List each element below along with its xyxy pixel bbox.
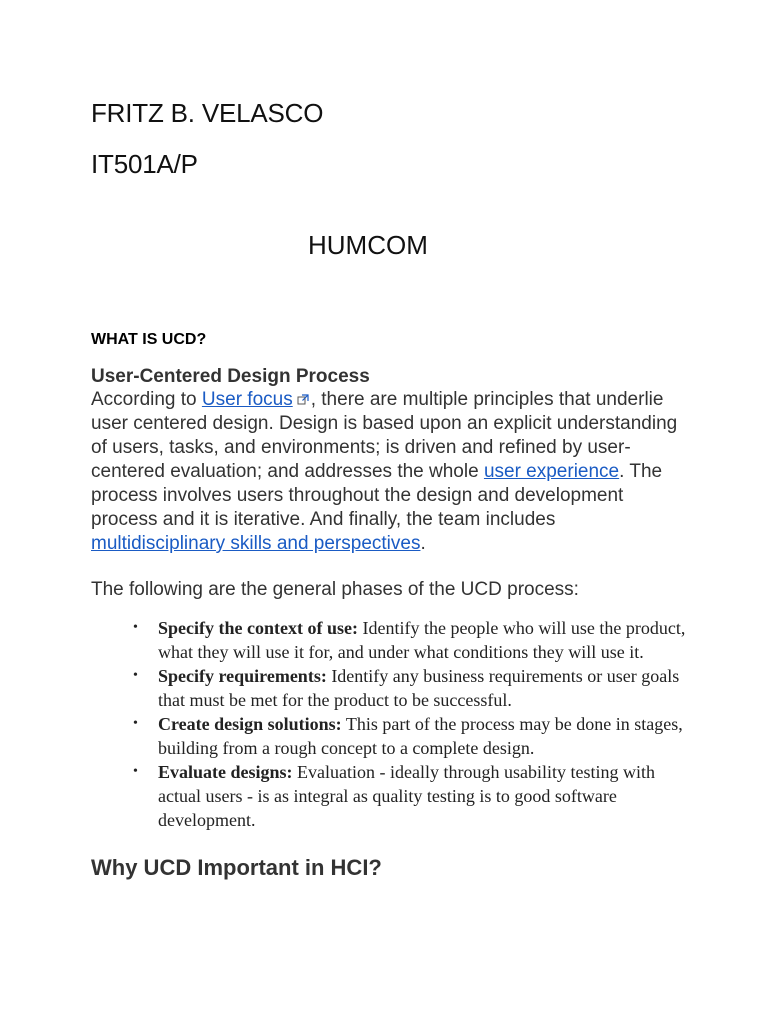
- phase-description: Identify any business requirements or user goals that must be met for the product to be successful.: [158, 666, 680, 710]
- phase-term: Specify the context of use:: [158, 618, 358, 638]
- list-item: [130, 712, 690, 760]
- external-link-icon[interactable]: [297, 389, 309, 401]
- intro-text-4: .: [420, 533, 426, 554]
- course-code: IT501A/P: [91, 149, 198, 179]
- user-focus-link[interactable]: User focus: [201, 389, 293, 410]
- document-title: HUMCOM: [308, 230, 428, 260]
- list-item: [130, 664, 690, 712]
- bullet: •: [133, 716, 138, 731]
- multidisciplinary-link[interactable]: multidisciplinary skills and perspectives: [91, 533, 421, 554]
- author-name: FRITZ B. VELASCO: [91, 98, 324, 128]
- bullet: •: [133, 620, 138, 635]
- phase-list: [130, 616, 690, 832]
- bullet: •: [133, 668, 138, 683]
- bullet: •: [133, 764, 138, 779]
- user-experience-link[interactable]: user experience: [483, 461, 620, 482]
- phases-intro: The following are the general phases of the UCD process:: [91, 579, 579, 600]
- intro-text-2: , there are multiple principles that underlie user centered design. Design is based upon an explicit understanding of users, tasks, and environments; is driven and refined by user-centered evaluation; and addresses the whole: [91, 389, 678, 482]
- phase-description: Evaluation - ideally through usability testing with actual users - is as integral as quality testing is to good software development.: [158, 762, 655, 830]
- phase-description: This part of the process may be done in stages, building from a rough concept to a complete design.: [158, 714, 683, 758]
- intro-paragraph: [91, 388, 691, 556]
- phase-term: Create design solutions:: [158, 714, 342, 734]
- section-heading: WHAT IS UCD?: [91, 331, 207, 348]
- phase-term: Evaluate designs:: [158, 762, 293, 782]
- list-item: [130, 760, 690, 832]
- list-item: [130, 616, 690, 664]
- phase-description: Identify the people who will use the product, what they will use it for, and under what conditions they will use it.: [158, 618, 686, 662]
- why-heading: Why UCD Important in HCI?: [91, 855, 382, 880]
- intro-text-1: According to: [91, 389, 202, 410]
- intro-text-3: . The process involves users throughout the design and development process and it is iterative. And finally, the team includes: [91, 461, 663, 530]
- sub-heading: User-Centered Design Process: [91, 366, 370, 387]
- phase-term: Specify requirements:: [158, 666, 327, 686]
